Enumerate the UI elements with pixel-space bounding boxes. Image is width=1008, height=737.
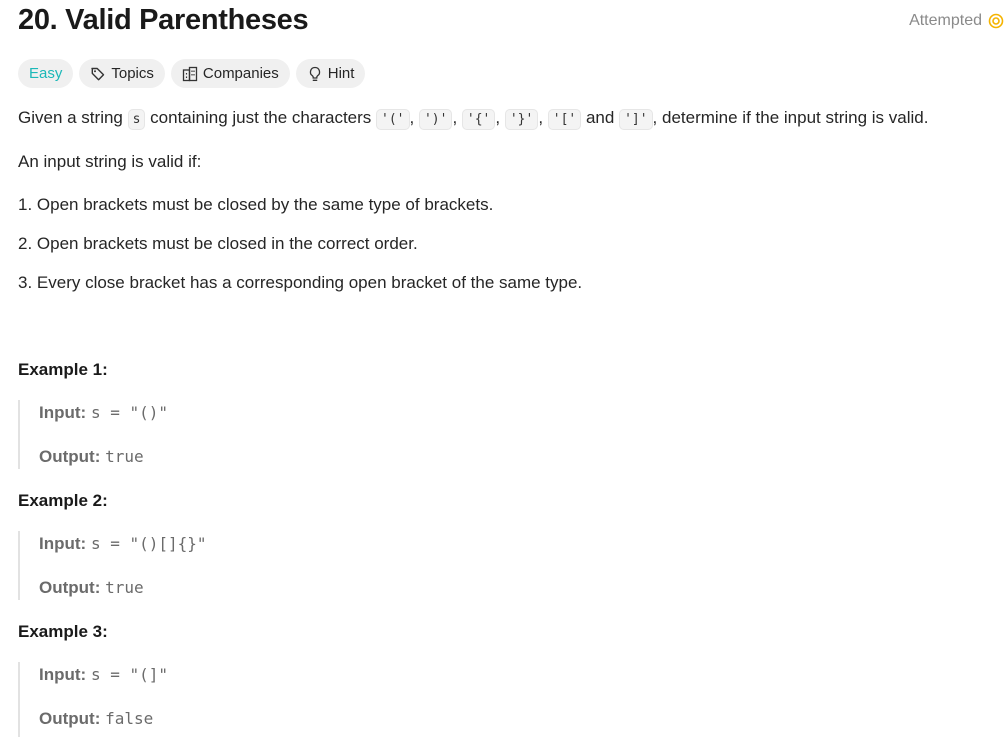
- output-label: Output:: [39, 447, 101, 466]
- output-label: Output:: [39, 578, 101, 597]
- status-indicator: [909, 12, 1004, 30]
- status-label: Attempted: [909, 12, 982, 29]
- output-label: Output:: [39, 709, 101, 728]
- input-value: s = "(]": [90, 665, 168, 684]
- input-label: Input:: [39, 534, 87, 553]
- inline-code-char: ')': [419, 109, 452, 130]
- output-value: true: [105, 578, 144, 597]
- example-title: Example 3:: [18, 622, 108, 641]
- rule-item: 1. Open brackets must be closed by the same type of brackets.: [18, 195, 494, 214]
- hint-button[interactable]: [296, 59, 366, 88]
- companies-button[interactable]: [171, 59, 290, 88]
- building-icon: [182, 66, 198, 82]
- text-segment: ,: [409, 108, 419, 127]
- example-output: [39, 447, 144, 467]
- text-segment: ,: [495, 108, 505, 127]
- text-segment: , determine if the input string is valid.: [652, 108, 929, 127]
- inline-code-char: '(': [376, 109, 409, 130]
- rule-item: 2. Open brackets must be closed in the correct order.: [18, 234, 418, 253]
- attempted-icon: [988, 13, 1004, 29]
- output-value: true: [105, 447, 144, 466]
- companies-label: Companies: [202, 65, 279, 82]
- lightbulb-icon: [307, 66, 323, 82]
- text-segment: ,: [538, 108, 548, 127]
- example-input: [39, 534, 207, 554]
- text-segment: and: [581, 108, 620, 127]
- example-input: [39, 665, 168, 685]
- text-segment: Given a string: [18, 108, 128, 127]
- input-value: s = "()[]{}": [90, 534, 207, 553]
- inline-code-char: ']': [619, 109, 652, 130]
- output-value: false: [105, 709, 154, 728]
- problem-title: 20. Valid Parentheses: [18, 4, 309, 36]
- inline-code-char: '[': [548, 109, 581, 130]
- difficulty-label: Easy: [29, 65, 63, 82]
- hint-label: Hint: [327, 65, 355, 82]
- example-input: [39, 403, 168, 423]
- tag-row: [18, 59, 365, 88]
- difficulty-badge: [18, 59, 73, 88]
- description-paragraph: [18, 108, 928, 128]
- text-segment: ,: [452, 108, 462, 127]
- inline-code-char: '}': [505, 109, 538, 130]
- inline-code-s: s: [128, 109, 146, 130]
- input-label: Input:: [39, 403, 87, 422]
- input-value: s = "()": [90, 403, 168, 422]
- text-segment: containing just the characters: [145, 108, 377, 127]
- topics-button[interactable]: [79, 59, 165, 88]
- input-label: Input:: [39, 665, 87, 684]
- example-output: [39, 709, 153, 729]
- example-block: [18, 662, 620, 737]
- topics-label: Topics: [111, 65, 154, 82]
- inline-code-char: '{': [462, 109, 495, 130]
- example-block: [18, 400, 620, 469]
- example-title: Example 2:: [18, 491, 108, 510]
- rule-item: 3. Every close bracket has a corresponding open bracket of the same type.: [18, 273, 583, 292]
- validity-intro: An input string is valid if:: [18, 152, 202, 171]
- tag-icon: [90, 66, 106, 82]
- example-block: [18, 531, 620, 600]
- example-title: Example 1:: [18, 360, 108, 379]
- example-output: [39, 578, 144, 598]
